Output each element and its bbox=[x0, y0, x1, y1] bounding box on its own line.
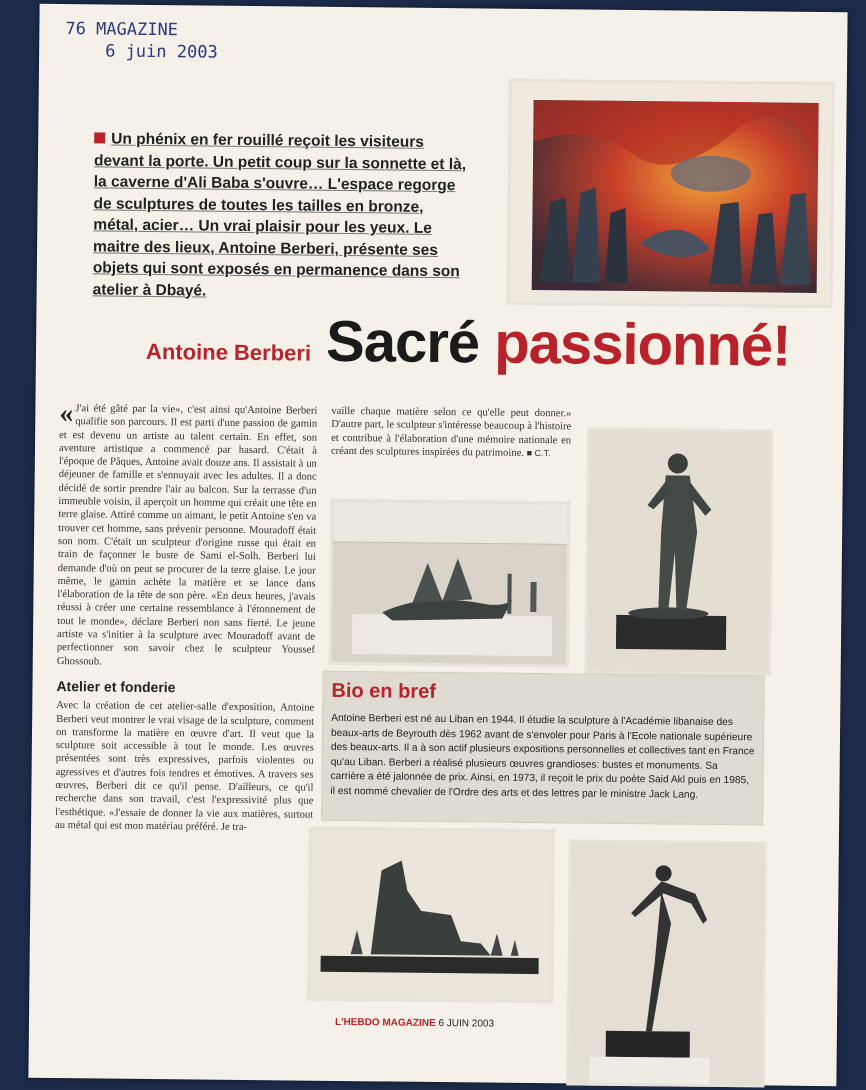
section-subhead: Atelier et fonderie bbox=[56, 677, 176, 696]
article-text-1: J'ai été gâté par la vie», c'est ainsi qu'Antoine Berberi qualifie son parcours. Il est parti d'une passion de gamin et est devenu un artiste au talent certain. En effet, son aventure artistique a commencé par hasard. C'était à l'époque de Pâques, Antoine avait douze ans. Il assistait à un déjeuner de famille et s'ennuyait avec les adultes. Il a donc décidé de sortir prendre l'air au balcon. Sur la terrasse d'un immeuble voisin, il aperçoit un homme qui créait une tête en terre glaise. Attiré comme un aimant, le petit Antoine s'en va trouver cet homme, sans prévenir personne. Mouradoff était son nom. C'était un sculpteur d'origine russe qui était en train de façonner le buste de Sami el-Solh. Berberi lui demande d'où on peut se procurer de la terre glaise. Le jour même, le gamin achète la matière et se lance dans l'élaboration de la tête de son père. «En deux heures, j'avais réussi à créer une certaine ressemblance à l'étonnement de tout le monde», déclare Berberi non sans fierté. Le jeune artiste va s'initier à la sculpture avec Mouradoff avant de perfectionner son savoir chez le sculpteur Youssef Ghossoub. bbox=[56, 403, 318, 668]
dancer-figure-image bbox=[569, 842, 764, 1084]
intro-text: Un phénix en fer rouillé reçoit les visiteurs devant la porte. Un petit coup sur la sonnette et là, la caverne d'Ali Baba s'ouvre… L'espace regorge de sculptures de toutes les tailles en bronze, métal, acier… Un vrai plaisir pour les yeux. Le maitre des lieux, Antoine Berberi, présente ses objets qui sont exposés en permanence dans son atelier à Dbayé. bbox=[92, 130, 467, 300]
painting-photo bbox=[507, 79, 835, 308]
horse-sculpture-image bbox=[310, 830, 552, 1001]
headline-red: passionné! bbox=[493, 310, 791, 379]
headline-black: Sacré bbox=[325, 308, 480, 376]
red-square-bullet bbox=[94, 132, 105, 143]
article-paragraph-2: Avec la création de cet atelier-salle d'exposition, Antoine Berberi veut montrer le vrai visage de la sculpture, comment on transforme la matière en œuvre d'art. Il veut que la sculpture soit accessible à tout le monde. Les œuvres présentées sont très expressives, parfois violentes ou agressives et d'autres fois tendres et émotives. A travers ses œuvres, Berberi dit ce qu'il pense. D'ailleurs, ce qu'il recherche dans son travail, c'est l'expressivité plus que l'esthétique. «J'essaie de donner la vie aux matières, surtout au métal qui est mon matériau préféré. Je tra- bbox=[54, 700, 315, 833]
standing-figure-photo bbox=[585, 428, 774, 676]
article-column-2 bbox=[331, 405, 572, 461]
author-signature: ■ C.T. bbox=[526, 447, 551, 459]
bio-box bbox=[321, 671, 765, 826]
artist-name: Antoine Berberi bbox=[145, 338, 312, 366]
boat-sculpture-image bbox=[332, 502, 568, 664]
footer-magazine: L'HEBDO MAGAZINE bbox=[334, 1016, 436, 1030]
article-headline bbox=[146, 305, 827, 402]
article-paragraph-1 bbox=[56, 398, 318, 671]
standing-figure-image bbox=[588, 431, 771, 673]
boat-sculpture-photo bbox=[329, 499, 571, 668]
article-column-1 bbox=[54, 398, 318, 835]
intro-paragraph bbox=[93, 128, 473, 304]
handwritten-line-2: 6 juin 2003 bbox=[105, 41, 218, 63]
footer-date: 6 JUIN 2003 bbox=[438, 1018, 495, 1030]
article-text-col2: vaille chaque matière selon ce qu'elle peut donner.» D'autre part, le sculpteur s'intéresse beaucoup à l'histoire et contribue à l'élaboration d'une mémoire nationale en créant des sculptures inspirées du patrimoine. bbox=[330, 405, 572, 459]
headline-title bbox=[326, 307, 791, 382]
bio-title: Bio en bref bbox=[331, 679, 437, 703]
painting-image bbox=[510, 82, 832, 305]
horse-sculpture-photo bbox=[307, 827, 555, 1004]
dancer-figure-photo bbox=[566, 839, 767, 1087]
page-footer bbox=[335, 1017, 494, 1030]
drop-quote: « bbox=[59, 398, 74, 430]
handwritten-line-1: 76 MAGAZINE bbox=[65, 19, 179, 41]
handwritten-note bbox=[65, 18, 218, 64]
bio-text: Antoine Berberi est né au Liban en 1944. Il étudie la sculpture à l'Académie libanaise des beaux-arts de Beyrouth dès 1962 avant de s'envoler pour Paris à l'Ecole nationale supérieure des beaux-arts. Il a à son actif plusieurs expositions personnelles et collectives tant en France qu'au Liban. Berberi a réalisé plusieurs œuvres grandioses: bustes et monuments. Sa carrière a été jalonnée de prix. Ainsi, en 1973, il reçoit le prix du poète Said Akl puis en 1985, il est nommé chevalier de l'Ordre des arts et des lettres par le ministre Jack Lang. bbox=[330, 712, 755, 801]
magazine-page bbox=[28, 4, 847, 1086]
